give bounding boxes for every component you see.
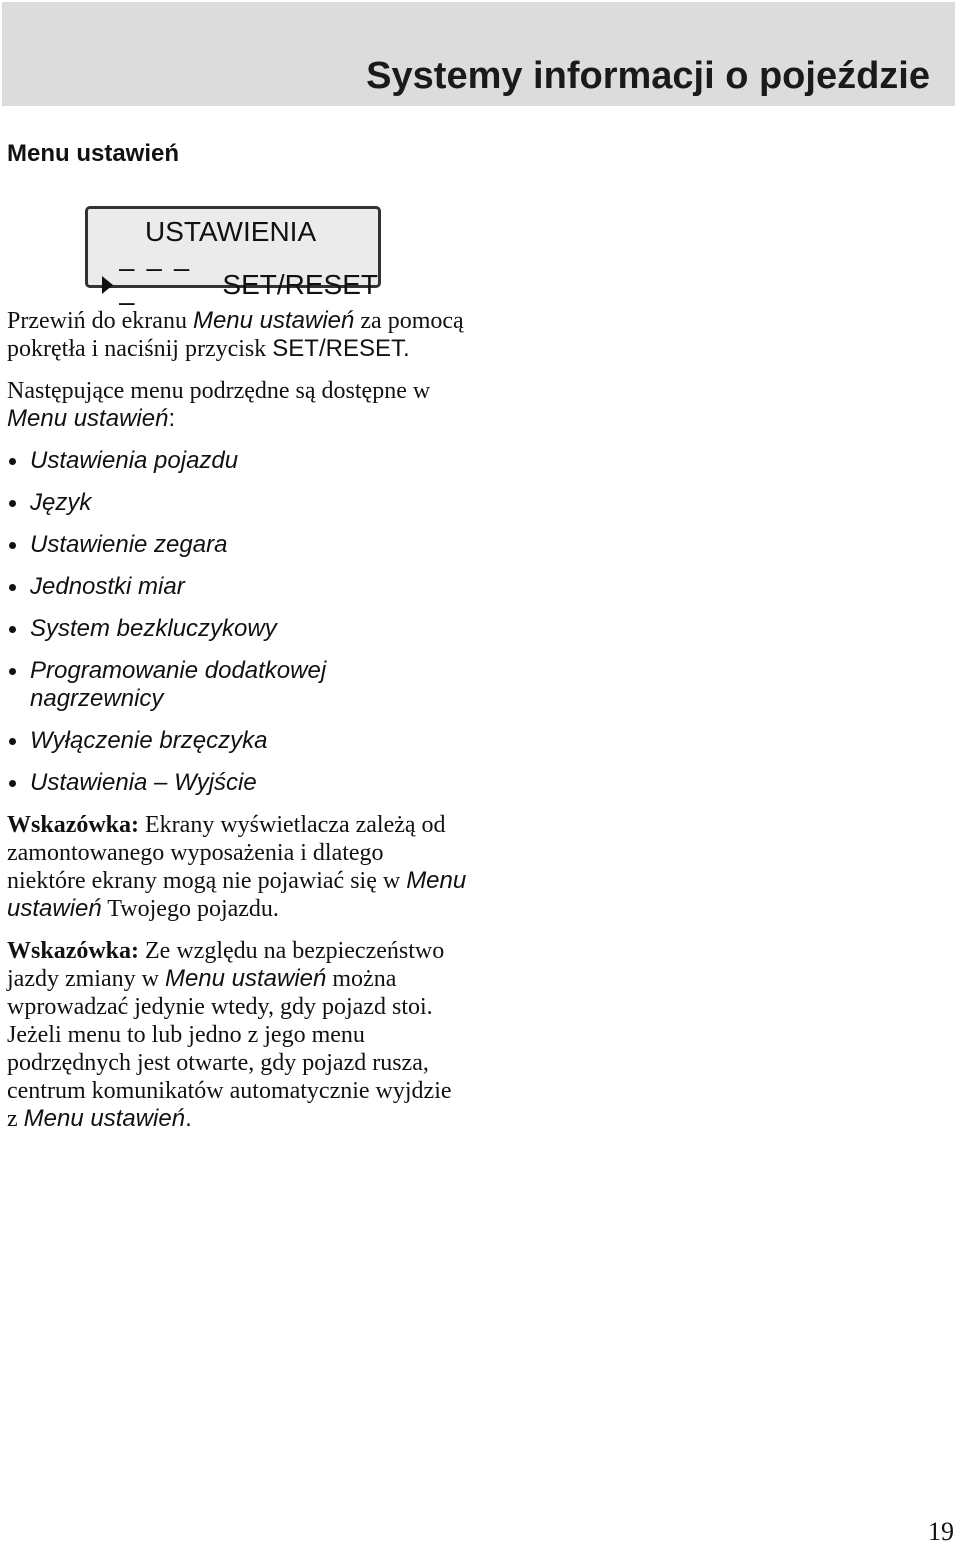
bullet-icon (9, 780, 16, 787)
menu-name-ref: Menu ustawień (7, 405, 169, 432)
intro-text-3: . (402, 335, 410, 362)
list-item-label: Język (30, 489, 92, 516)
list-item-label: Wyłączenie brzęczyka (30, 727, 268, 754)
list-item-label: Ustawienia – Wyjście (30, 769, 257, 796)
bullet-icon (9, 500, 16, 507)
list-item-label: System bezkluczykowy (30, 615, 277, 642)
intro-text-2: za pomocą pokrętła i naciśnij przycisk (7, 308, 464, 362)
display-title: USTAWIENIA (145, 216, 317, 247)
tip-text-2: Twojego pojazdu. (101, 896, 279, 922)
intro-text: Przewiń do ekranu (7, 308, 193, 334)
tip-text: Ze względu na bezpieczeństwo jazdy zmiany w (7, 938, 445, 992)
submenu-list (7, 447, 467, 797)
bullet-icon (9, 668, 16, 675)
pointer-triangle-icon (102, 276, 113, 294)
list-item (7, 447, 467, 475)
tip-paragraph-2 (7, 937, 467, 1133)
bullet-icon (9, 458, 16, 465)
bullet-icon (9, 626, 16, 633)
display-action: SET/RESET (222, 269, 378, 300)
submenu-intro-text: Następujące menu podrzędne są dostępne w (7, 378, 431, 404)
page-title: Systemy informacji o pojeździe (366, 55, 930, 97)
bullet-icon (9, 542, 16, 549)
content-column (7, 307, 467, 1147)
list-item-label: Programowanie dodatkowej nagrzewnicy (30, 657, 327, 712)
tip-text-2: można wprowadzać jedynie wtedy, gdy pojazd stoi. Jeżeli menu to lub jedno z jego menu podrzędnych jest otwarte, gdy pojazd rusza, centrum komunikatów automatycznie wyjdzie z (7, 966, 452, 1132)
list-item-label: Ustawienie zegara (30, 531, 228, 558)
menu-name-ref: Menu ustawień (23, 1105, 186, 1132)
page-number: 19 (928, 1517, 954, 1546)
submenu-intro-colon: : (168, 405, 176, 432)
list-item (7, 489, 467, 517)
intro-paragraph (7, 307, 467, 363)
list-item-label: Ustawienia pojazdu (30, 447, 239, 474)
list-item-label: Jednostki miar (30, 573, 185, 600)
menu-name-ref: Menu ustawień (192, 307, 355, 334)
display-screen-illustration (85, 206, 381, 317)
tip-label: Wskazówka: (7, 812, 140, 838)
bullet-icon (9, 584, 16, 591)
tip-paragraph-1 (7, 811, 467, 923)
list-item (7, 727, 467, 755)
tip-text-3: . (185, 1105, 192, 1132)
list-item (7, 769, 467, 797)
menu-name-ref: Menu ustawień (164, 965, 327, 992)
bullet-icon (9, 738, 16, 745)
menu-name-ref: Menu ustawień (7, 867, 467, 922)
section-heading: Menu ustawień (7, 140, 180, 167)
list-item (7, 573, 467, 601)
button-name-ref: SET/RESET (272, 335, 403, 362)
tip-label: Wskazówka: (7, 938, 140, 964)
list-item (7, 531, 467, 559)
submenu-intro-paragraph (7, 377, 467, 433)
list-item (7, 657, 400, 713)
display-dashes: – – – – (119, 252, 192, 317)
tip-text: Ekrany wyświetlacza zależą od zamontowanego wyposażenia i dlatego niektóre ekrany mogą nie pojawiać się w (7, 812, 446, 894)
list-item (7, 615, 467, 643)
